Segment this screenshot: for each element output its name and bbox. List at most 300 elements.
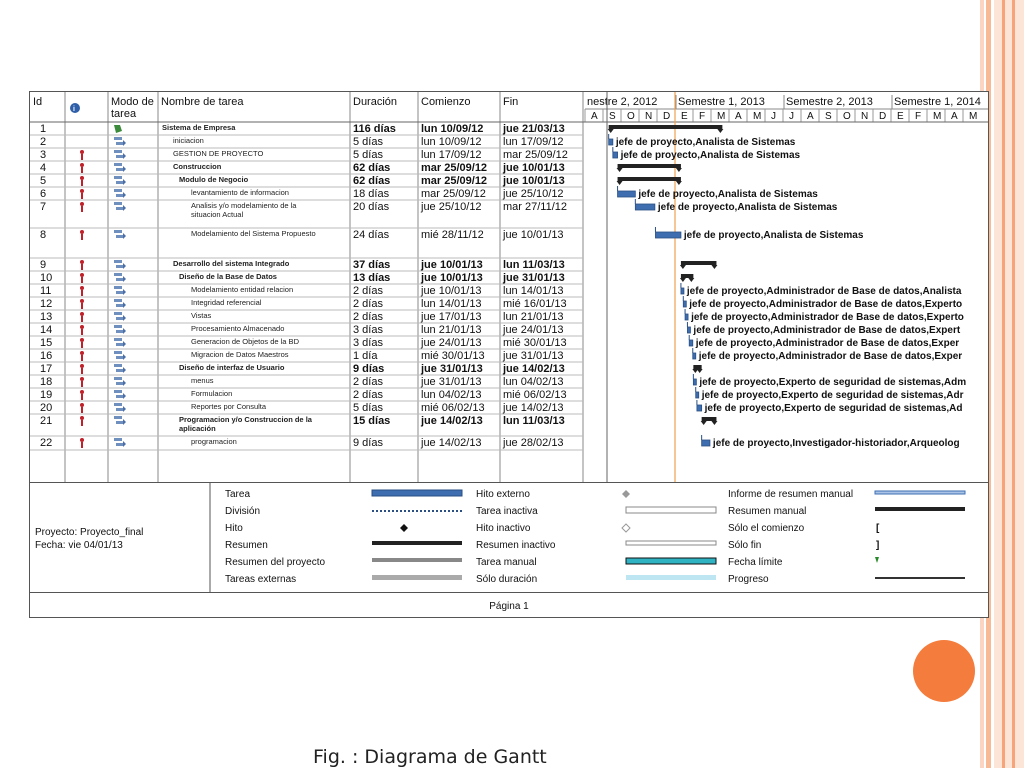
task-start: mié 30/01/13	[421, 350, 485, 362]
task-id: 22	[40, 437, 53, 449]
task-id: 10	[40, 272, 53, 284]
task-id: 8	[40, 229, 47, 241]
resource-label: jefe de proyecto,Administrador de Base de datos,Expert	[693, 325, 961, 336]
timescale-month: J	[789, 111, 794, 122]
summary-bar-left-cap	[680, 265, 686, 269]
legend-label: Progreso	[728, 574, 769, 585]
resource-label: jefe de proyecto,Analista de Sistemas	[638, 189, 818, 200]
auto-scheduled-arrow	[123, 393, 126, 399]
task-name-cont: aplicación	[179, 424, 216, 433]
auto-scheduled-icon-lower	[116, 168, 123, 171]
resource-pin-icon	[80, 312, 84, 316]
resource-pin-stem	[81, 277, 83, 283]
task-id: 4	[40, 162, 47, 174]
resource-pin-stem	[81, 394, 83, 400]
task-end: mié 16/01/13	[503, 298, 567, 310]
task-name: Modelamiento entidad relacion	[191, 285, 294, 294]
auto-scheduled-icon-lower	[116, 343, 123, 346]
timescale-month: S	[825, 111, 832, 122]
task-name: Sistema de Empresa	[162, 123, 236, 132]
timescale-month: M	[753, 111, 762, 122]
resource-pin-icon	[80, 150, 84, 154]
task-start: mié 28/11/12	[421, 229, 484, 241]
auto-scheduled-icon-lower	[116, 443, 123, 446]
task-start: jue 14/02/13	[421, 437, 482, 449]
timescale-month: A	[951, 111, 958, 122]
auto-scheduled-arrow	[123, 153, 126, 159]
legend-label: Hito	[225, 523, 243, 534]
legend-deadline-symbol	[875, 557, 879, 563]
task-duration: 116 días	[353, 123, 396, 135]
task-end: mar 25/09/12	[503, 149, 568, 161]
task-bar	[635, 204, 655, 210]
resource-pin-icon	[80, 364, 84, 368]
legend-project-summary-symbol	[372, 558, 462, 562]
legend-label: Sólo fin	[728, 540, 762, 551]
task-id: 17	[40, 363, 53, 375]
legend-label: Resumen	[225, 540, 268, 551]
auto-scheduled-icon	[114, 312, 122, 315]
task-id: 1	[40, 123, 47, 135]
header-mode-1: Modo de	[111, 96, 154, 108]
task-duration: 2 días	[353, 285, 383, 297]
task-name: Diseño de interfaz de Usuario	[179, 363, 285, 372]
task-end: lun 11/03/13	[503, 259, 565, 271]
auto-scheduled-icon-lower	[116, 278, 123, 281]
resource-pin-icon	[80, 338, 84, 342]
task-start: lun 10/09/12	[421, 123, 484, 135]
resource-label: jefe de proyecto,Experto de seguridad de sistemas,Adr	[701, 390, 964, 401]
auto-scheduled-icon	[114, 286, 122, 289]
task-duration: 2 días	[353, 311, 383, 323]
task-end: lun 11/03/13	[503, 415, 565, 427]
header-start: Comienzo	[421, 96, 471, 108]
auto-scheduled-icon	[114, 403, 122, 406]
auto-scheduled-arrow	[123, 341, 126, 347]
timescale-period: Semestre 2, 2013	[786, 96, 873, 108]
task-id: 11	[40, 285, 52, 297]
task-end: jue 24/01/13	[503, 324, 564, 336]
auto-scheduled-icon	[114, 364, 122, 367]
task-bar	[689, 340, 693, 346]
task-end: lun 04/02/13	[503, 376, 564, 388]
task-name-cont: situacion Actual	[191, 210, 244, 219]
auto-scheduled-icon-lower	[116, 155, 123, 158]
legend-label: Resumen del proyecto	[225, 557, 326, 568]
task-duration: 15 días	[353, 415, 391, 427]
legend-label: Tarea manual	[476, 557, 537, 568]
resource-pin-icon	[80, 230, 84, 234]
auto-scheduled-icon	[114, 325, 122, 328]
task-duration: 5 días	[353, 136, 383, 148]
task-name: levantamiento de informacion	[191, 188, 289, 197]
resource-pin-stem	[81, 290, 83, 296]
task-start: mar 25/09/12	[421, 175, 488, 187]
task-name: Procesamiento Almacenado	[191, 324, 285, 333]
auto-scheduled-arrow	[123, 302, 126, 308]
task-id: 15	[40, 337, 53, 349]
auto-scheduled-arrow	[123, 263, 126, 269]
summary-bar	[702, 417, 717, 421]
auto-scheduled-icon	[114, 189, 122, 192]
legend-label: Sólo duración	[476, 574, 538, 585]
auto-scheduled-icon	[114, 176, 122, 179]
legend-label: Tarea	[225, 489, 251, 500]
task-duration: 9 días	[353, 363, 385, 375]
legend-inactive-task-symbol	[626, 507, 716, 513]
task-bar	[696, 392, 699, 398]
legend-label: Informe de resumen manual	[728, 489, 854, 500]
auto-scheduled-arrow	[123, 140, 126, 146]
summary-bar-left-cap	[617, 168, 623, 172]
resource-pin-icon	[80, 438, 84, 442]
auto-scheduled-icon-lower	[116, 142, 123, 145]
summary-bar	[618, 177, 681, 181]
task-bar	[613, 152, 618, 158]
task-id: 21	[40, 415, 53, 427]
legend-external-milestone-symbol	[622, 490, 630, 498]
auto-scheduled-icon	[114, 163, 122, 166]
task-name: Modulo de Negocio	[179, 175, 249, 184]
auto-scheduled-icon-lower	[116, 382, 123, 385]
task-bar	[697, 405, 702, 411]
resource-pin-stem	[81, 355, 83, 361]
task-duration: 3 días	[353, 337, 383, 349]
resource-label: jefe de proyecto,Administrador de Base de datos,Exper	[695, 338, 960, 349]
manual-task-pin-icon	[114, 125, 122, 133]
timescale-month: O	[843, 111, 851, 122]
task-id: 6	[40, 188, 47, 200]
timescale-month: E	[897, 111, 904, 122]
resource-pin-icon	[80, 163, 84, 167]
resource-label: jefe de proyecto,Administrador de Base de datos,Experto	[691, 312, 964, 323]
auto-scheduled-icon-lower	[116, 291, 123, 294]
header-duration: Duración	[353, 96, 398, 108]
task-name: Generacion de Objetos de la BD	[191, 337, 299, 346]
auto-scheduled-icon-lower	[116, 421, 123, 424]
slide-stripe-5	[1012, 0, 1015, 768]
gantt-svg	[30, 92, 988, 482]
auto-scheduled-icon-lower	[116, 181, 123, 184]
resource-pin-icon	[80, 377, 84, 381]
task-bar	[618, 191, 636, 197]
task-start: jue 10/01/13	[421, 285, 482, 297]
auto-scheduled-icon	[114, 438, 122, 441]
task-name: Modelamiento del Sistema Propuesto	[191, 229, 316, 238]
legend-duration-only-symbol	[626, 575, 716, 580]
timescale-month: A	[591, 111, 598, 122]
summary-bar-left-cap	[617, 181, 623, 185]
timescale-month: E	[681, 111, 688, 122]
auto-scheduled-icon-lower	[116, 356, 123, 359]
resource-pin-stem	[81, 180, 83, 186]
timescale-month: F	[915, 111, 922, 122]
auto-scheduled-arrow	[123, 354, 126, 360]
resource-pin-icon	[80, 189, 84, 193]
project-name: Proyecto: Proyecto_final	[35, 527, 144, 538]
timescale-month: D	[663, 111, 671, 122]
summary-bar-right-cap	[676, 168, 682, 172]
resource-label: jefe de proyecto,Analista de Sistemas	[683, 230, 864, 241]
task-end: jue 10/01/13	[503, 229, 564, 241]
auto-scheduled-arrow	[123, 441, 126, 447]
task-id: 16	[40, 350, 53, 362]
auto-scheduled-icon	[114, 416, 122, 419]
summary-bar	[693, 365, 701, 369]
legend-start-only-symbol: [	[876, 523, 880, 534]
header-mode-2: tarea	[111, 108, 137, 120]
header-name: Nombre de tarea	[161, 96, 244, 108]
task-start: lun 17/09/12	[421, 149, 482, 161]
resource-label: jefe de proyecto,Experto de seguridad de sistemas,Ad	[704, 403, 963, 414]
task-bar	[655, 232, 680, 238]
legend-task-symbol	[372, 490, 462, 496]
task-end: lun 21/01/13	[503, 311, 564, 323]
auto-scheduled-arrow	[123, 406, 126, 412]
resource-pin-stem	[81, 167, 83, 173]
task-id: 19	[40, 389, 53, 401]
task-bar	[693, 379, 696, 385]
resource-label: jefe de proyecto,Administrador de Base de datos,Experto	[689, 299, 963, 310]
resource-pin-icon	[80, 416, 84, 420]
resource-pin-icon	[80, 176, 84, 180]
resource-pin-stem	[81, 154, 83, 160]
task-name: Construccion	[173, 162, 222, 171]
legend	[30, 482, 988, 593]
auto-scheduled-icon	[114, 390, 122, 393]
summary-bar-right-cap	[711, 421, 717, 425]
task-id: 2	[40, 136, 47, 148]
auto-scheduled-arrow	[123, 179, 126, 185]
task-duration: 24 días	[353, 229, 390, 241]
task-end: lun 14/01/13	[503, 285, 564, 297]
task-start: jue 24/01/13	[421, 337, 482, 349]
task-bar	[685, 314, 688, 320]
task-duration: 20 días	[353, 201, 390, 213]
task-name: Formulacion	[191, 389, 233, 398]
timescale-month: A	[735, 111, 742, 122]
timescale-month: J	[771, 111, 776, 122]
task-id: 14	[40, 324, 53, 336]
legend-milestone-symbol	[400, 524, 408, 532]
task-start: jue 10/01/13	[421, 272, 483, 284]
auto-scheduled-arrow	[123, 205, 126, 211]
legend-label: Resumen inactivo	[476, 540, 556, 551]
task-duration: 13 días	[353, 272, 391, 284]
task-bar	[683, 301, 686, 307]
timescale-month: M	[969, 111, 978, 122]
auto-scheduled-icon	[114, 338, 122, 341]
page-footer	[30, 592, 988, 618]
task-name: Vistas	[191, 311, 212, 320]
legend-inactive-summary-symbol	[626, 541, 716, 545]
task-start: jue 10/01/13	[421, 259, 483, 271]
task-end: mié 30/01/13	[503, 337, 567, 349]
task-id: 20	[40, 402, 53, 414]
task-name: Analisis y/o modelamiento de la	[191, 201, 297, 210]
timescale-month: O	[627, 111, 635, 122]
legend-label: Fecha límite	[728, 557, 783, 568]
task-end: jue 28/02/13	[503, 437, 564, 449]
task-duration: 2 días	[353, 376, 383, 388]
task-name: GESTION DE PROYECTO	[173, 149, 264, 158]
resource-pin-stem	[81, 303, 83, 309]
task-name: Reportes por Consulta	[191, 402, 267, 411]
auto-scheduled-arrow	[123, 166, 126, 172]
task-id: 5	[40, 175, 47, 187]
auto-scheduled-icon-lower	[116, 235, 123, 238]
auto-scheduled-icon-lower	[116, 207, 123, 210]
resource-pin-stem	[81, 316, 83, 322]
task-start: jue 17/01/13	[421, 311, 482, 323]
task-start: lun 21/01/13	[421, 324, 482, 336]
resource-pin-stem	[81, 381, 83, 387]
timescale-period: Semestre 1, 2014	[894, 96, 981, 108]
auto-scheduled-icon	[114, 137, 122, 140]
auto-scheduled-icon	[114, 351, 122, 354]
resource-pin-icon	[80, 390, 84, 394]
task-duration: 1 día	[353, 350, 378, 362]
legend-external-symbol	[372, 575, 462, 580]
legend-finish-only-symbol: ]	[876, 540, 880, 551]
task-end: mié 06/02/13	[503, 389, 567, 401]
task-name: menus	[191, 376, 214, 385]
auto-scheduled-arrow	[123, 315, 126, 321]
resource-label: jefe de proyecto,Investigador-historiador,Arqueolog	[712, 438, 960, 449]
task-bar	[693, 353, 696, 359]
resource-pin-stem	[81, 342, 83, 348]
task-start: lun 10/09/12	[421, 136, 482, 148]
resource-pin-stem	[81, 234, 83, 240]
legend-manual-task-symbol	[626, 558, 716, 564]
summary-bar-right-cap	[688, 278, 694, 282]
resource-pin-stem	[81, 193, 83, 199]
summary-bar-right-cap	[697, 369, 703, 373]
resource-pin-icon	[80, 325, 84, 329]
summary-bar-right-cap	[711, 265, 717, 269]
resource-label: jefe de proyecto,Analista de Sistemas	[657, 202, 838, 213]
task-duration: 62 días	[353, 175, 391, 187]
task-start: jue 25/10/12	[421, 201, 482, 213]
resource-pin-stem	[81, 206, 83, 212]
resource-pin-icon	[80, 273, 84, 277]
task-duration: 18 días	[353, 188, 390, 200]
task-end: mar 27/11/12	[503, 201, 568, 213]
timescale-month: N	[645, 111, 653, 122]
task-start: mar 25/09/12	[421, 188, 486, 200]
task-start: mié 06/02/13	[421, 402, 485, 414]
auto-scheduled-arrow	[123, 380, 126, 386]
task-duration: 5 días	[353, 402, 383, 414]
auto-scheduled-icon-lower	[116, 317, 123, 320]
task-id: 3	[40, 149, 47, 161]
timescale-month: S	[609, 111, 616, 122]
auto-scheduled-icon-lower	[116, 395, 123, 398]
task-bar	[702, 440, 710, 446]
auto-scheduled-icon	[114, 377, 122, 380]
timescale-month: N	[861, 111, 869, 122]
resource-pin-stem	[81, 368, 83, 374]
task-bar	[681, 288, 684, 294]
summary-bar	[618, 164, 681, 168]
timescale-month: M	[717, 111, 726, 122]
auto-scheduled-icon-lower	[116, 369, 123, 372]
header-id: Id	[33, 96, 43, 108]
summary-bar-left-cap	[680, 278, 686, 282]
auto-scheduled-icon-lower	[116, 304, 123, 307]
legend-progress-symbol	[875, 577, 965, 579]
task-end: jue 21/03/13	[503, 123, 565, 135]
task-id: 13	[40, 311, 53, 323]
resource-label: jefe de proyecto,Administrador de Base de datos,Exper	[698, 351, 963, 362]
task-id: 7	[40, 201, 47, 213]
auto-scheduled-arrow	[123, 328, 126, 334]
task-name: Diseño de la Base de Datos	[179, 272, 277, 281]
auto-scheduled-icon-lower	[116, 330, 123, 333]
task-name: Desarrollo del sistema Integrado	[173, 259, 290, 268]
timescale-month: A	[807, 111, 814, 122]
task-end: jue 14/02/13	[503, 402, 564, 414]
task-id: 9	[40, 259, 47, 271]
resource-pin-icon	[80, 351, 84, 355]
task-bar	[609, 139, 613, 145]
legend-manual-summary-symbol	[875, 507, 965, 511]
auto-scheduled-icon-lower	[116, 265, 123, 268]
timescale-period: nestre 2, 2012	[587, 96, 658, 108]
auto-scheduled-icon	[114, 273, 122, 276]
task-id: 18	[40, 376, 53, 388]
auto-scheduled-icon	[114, 150, 122, 153]
task-end: jue 31/01/13	[503, 350, 564, 362]
summary-bar-left-cap	[701, 421, 707, 425]
auto-scheduled-arrow	[123, 289, 126, 295]
timescale-month: M	[933, 111, 942, 122]
task-name: programacion	[191, 437, 237, 446]
resource-pin-stem	[81, 329, 83, 335]
slide-stripe-4	[1002, 0, 1005, 768]
auto-scheduled-arrow	[123, 276, 126, 282]
task-start: jue 31/01/13	[421, 376, 482, 388]
auto-scheduled-icon-lower	[116, 408, 123, 411]
task-duration: 2 días	[353, 389, 383, 401]
task-name: Migracion de Datos Maestros	[191, 350, 289, 359]
resource-pin-icon	[80, 260, 84, 264]
summary-bar-right-cap	[676, 181, 682, 185]
task-duration: 9 días	[353, 437, 383, 449]
resource-pin-stem	[81, 420, 83, 426]
auto-scheduled-icon	[114, 299, 122, 302]
summary-bar	[609, 125, 723, 129]
auto-scheduled-arrow	[123, 367, 126, 373]
auto-scheduled-icon	[114, 260, 122, 263]
legend-label: División	[225, 506, 261, 517]
resource-label: jefe de proyecto,Administrador de Base de datos,Analista	[686, 286, 962, 297]
legend-label: Hito inactivo	[476, 523, 531, 534]
figure-caption: Fig. : Diagrama de Gantt	[313, 746, 547, 768]
legend-label: Sólo el comienzo	[728, 523, 805, 534]
legend-label: Tarea inactiva	[476, 506, 538, 517]
timescale-month: D	[879, 111, 887, 122]
task-duration: 5 días	[353, 149, 383, 161]
resource-pin-icon	[80, 403, 84, 407]
task-bar	[687, 327, 690, 333]
task-start: jue 14/02/13	[421, 415, 483, 427]
auto-scheduled-arrow	[123, 233, 126, 239]
task-end: jue 31/01/13	[503, 272, 565, 284]
task-end: jue 10/01/13	[503, 162, 565, 174]
task-start: jue 31/01/13	[421, 363, 483, 375]
timescale-month: F	[699, 111, 706, 122]
